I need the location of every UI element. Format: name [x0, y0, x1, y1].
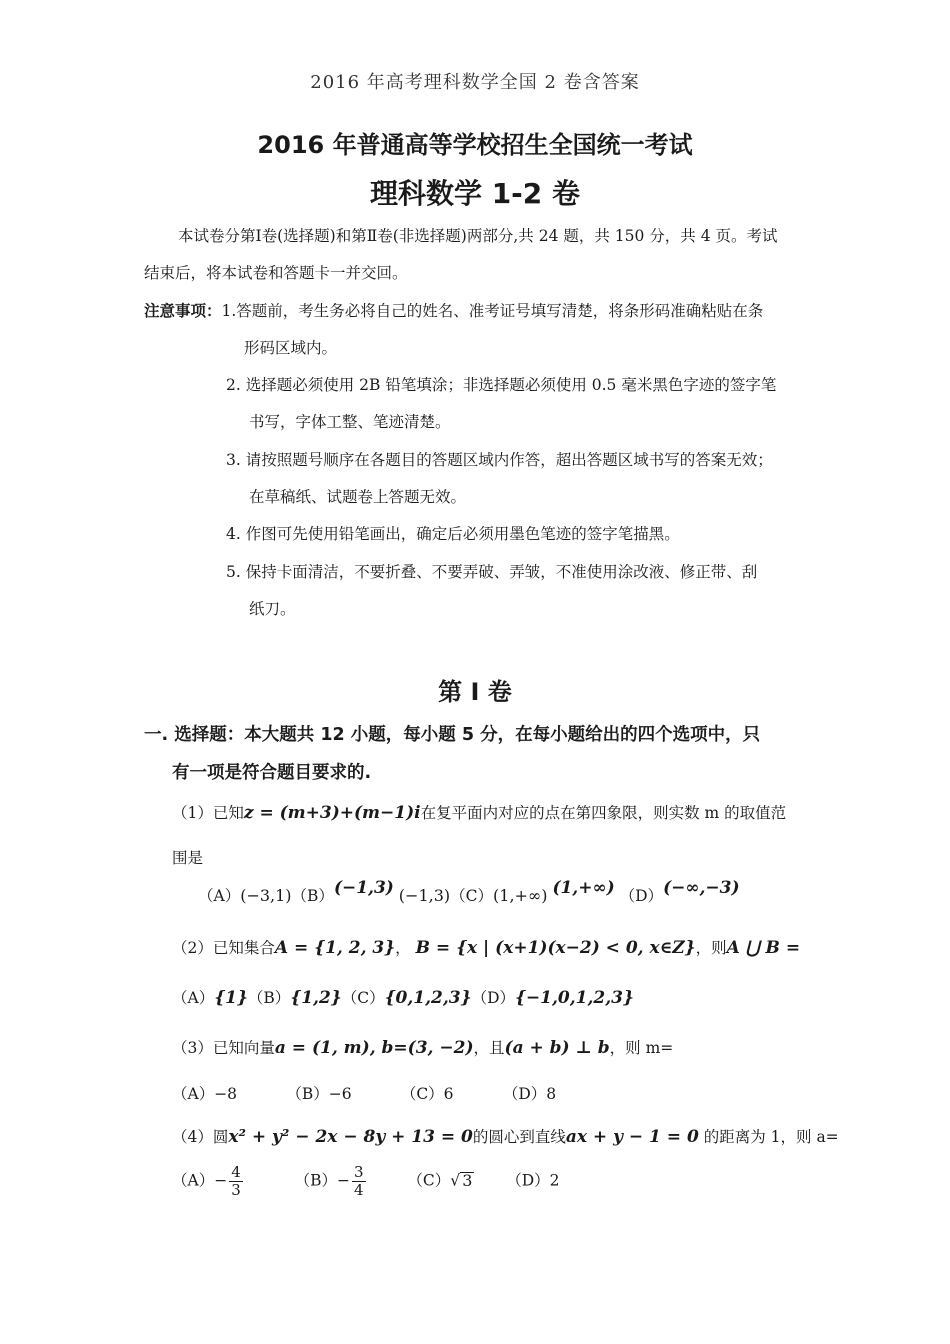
- exam-subtitle: 理科数学 1-2 卷: [369, 177, 581, 210]
- q2-option-d-label: （D）: [471, 989, 515, 1007]
- q1-option-c-formula: (1,+∞): [552, 878, 615, 898]
- notice-item-3-line-2: 在草稿纸、试题卷上答题无效。: [249, 488, 467, 506]
- notice-item-3-line-1: 3. 请按照题号顺序在各题目的答题区域内作答，超出答题区域书写的答案无效；: [226, 451, 773, 469]
- q4-option-d: （D）2: [506, 1171, 560, 1190]
- q4-option-b-fraction: [352, 1164, 366, 1199]
- q2-option-a: {1}: [214, 988, 248, 1008]
- q4-line-eq: ax + y − 1 = 0: [565, 1127, 699, 1147]
- q1-formula: z = (m+3)+(m−1)i: [243, 803, 421, 823]
- q4-option-a-fraction: [229, 1164, 243, 1199]
- q1-option-b-label: （B）: [291, 887, 334, 905]
- q1-option-d-label: （D）: [619, 887, 664, 905]
- q3-mid: ，且: [473, 1039, 505, 1057]
- notice-item-5-line-1: 5. 保持卡面清洁，不要折叠、不要弄破、弄皱，不准使用涂改液、修正带、刮: [226, 563, 758, 581]
- q4-option-a-denominator: 3: [231, 1181, 241, 1199]
- exam-title: 2016 年普通高等学校招生全国统一考试: [257, 131, 693, 159]
- q1-options: [198, 878, 740, 906]
- q1-option-c: (1,+∞): [493, 886, 548, 905]
- q1-line-2: 围是: [172, 849, 204, 867]
- q1-option-a: (−3,1): [240, 886, 292, 905]
- q3-condition: (a + b) ⊥ b: [504, 1038, 610, 1058]
- q2-option-a-label: （A）: [172, 989, 215, 1007]
- q4-option-b-label: （B）−: [294, 1171, 350, 1190]
- q1-option-b-formula: (−1,3): [333, 878, 394, 898]
- q4-prefix: （4）圆: [172, 1128, 229, 1146]
- q2-prefix: （2）已知集合: [172, 939, 275, 957]
- q4-option-b-denominator: 4: [354, 1181, 364, 1199]
- q3-prefix: （3）已知向量: [172, 1039, 275, 1057]
- q4-option-a-numerator: 4: [231, 1163, 241, 1181]
- q2-option-b: {1,2}: [290, 988, 342, 1008]
- sqrt-icon: √: [450, 1171, 461, 1190]
- q2-mid: ，则: [695, 939, 727, 957]
- q1-option-a-label: （A）: [198, 887, 241, 905]
- q3-vectors: a = (1, m), b=(3, −2): [274, 1038, 474, 1058]
- question-2: [172, 936, 800, 958]
- q4-option-c: 3: [462, 1170, 473, 1190]
- q4-option-b-numerator: 3: [354, 1163, 364, 1181]
- notice-item-1-line-2: 形码区域内。: [244, 339, 338, 357]
- section-heading-line-1: 一. 选择题：本大题共 12 小题，每小题 5 分，在每小题给出的四个选项中，只: [144, 725, 761, 745]
- notice-item-2-line-1: 2. 选择题必须使用 2B 铅笔填涂；非选择题必须使用 0.5 毫米黑色字迹的签字笔: [226, 376, 777, 394]
- q4-options: [172, 1164, 560, 1199]
- q1-option-b: (−1,3): [398, 886, 451, 905]
- q1-prefix: （1）已知: [172, 804, 244, 822]
- notice-item-5-line-2: 纸刀。: [249, 600, 296, 618]
- q2-option-c-label: （C）: [341, 989, 385, 1007]
- q4-option-c-label: （C）: [407, 1171, 451, 1190]
- q2-separator: ，: [395, 939, 411, 957]
- question-1: [172, 801, 786, 823]
- section-title: 第 Ⅰ 卷: [438, 678, 512, 706]
- notice-item-2-line-2: 书写，字体工整、笔迹清楚。: [249, 413, 451, 431]
- q2-option-c: {0,1,2,3}: [384, 988, 472, 1008]
- q4-circle-eq: x² + y² − 2x − 8y + 13 = 0: [228, 1127, 473, 1147]
- q3-suffix: ，则 m=: [609, 1039, 674, 1057]
- q1-option-d-formula: (−∞,−3): [663, 878, 740, 898]
- q2-set-b: B = {x | (x+1)(x−2) < 0, x∈Z}: [415, 938, 696, 958]
- q2-options: [172, 986, 634, 1008]
- q1-suffix: 在复平面内对应的点在第四象限，则实数 m 的取值范: [420, 804, 787, 822]
- question-3: [172, 1036, 673, 1058]
- q4-suffix: 的距离为 1，则 a=: [698, 1128, 839, 1146]
- question-4: [172, 1125, 839, 1147]
- section-heading-line-2: 有一项是符合题目要求的.: [172, 763, 372, 783]
- q2-union: A ⋃ B =: [726, 938, 801, 958]
- intro-line-1: 本试卷分第Ⅰ卷(选择题)和第Ⅱ卷(非选择题)两部分,共 24 题，共 150 分，共 4 页。考试: [178, 227, 778, 245]
- q1-option-c-label: （C）: [450, 887, 494, 905]
- page-header: 2016 年高考理科数学全国 2 卷含答案: [310, 72, 640, 93]
- q4-option-a-label: （A）−: [172, 1171, 228, 1190]
- q3-options: （A）−8 （B）−6 （C）6 （D）8: [172, 1085, 557, 1103]
- intro-line-2: 结束后，将本试卷和答题卡一并交回。: [144, 264, 408, 282]
- notice-item-4-line-1: 4. 作图可先使用铅笔画出，确定后必须用墨色笔迹的签字笔描黑。: [226, 525, 680, 543]
- notice-item-1-line-1: 1.答题前，考生务必将自己的姓名、准考证号填写清楚，将条形码准确粘贴在条: [221, 302, 764, 320]
- notice-label: 注意事项：: [144, 302, 222, 320]
- notice-item-1: [144, 299, 763, 321]
- q2-option-b-label: （B）: [247, 989, 291, 1007]
- q2-set-a: A = {1, 2, 3}: [274, 938, 396, 958]
- q4-mid: 的圆心到直线: [472, 1128, 566, 1146]
- q2-option-d: {−1,0,1,2,3}: [515, 988, 634, 1008]
